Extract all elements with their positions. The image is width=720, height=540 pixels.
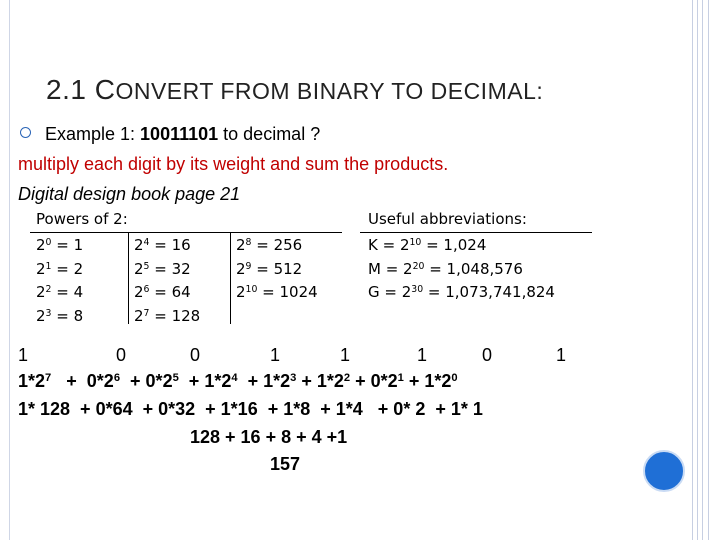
column-divider — [128, 232, 129, 324]
title-initial: 2.1 C — [46, 74, 116, 105]
power-entry: $2^1 = 2$ — [36, 259, 84, 278]
example-bullet — [20, 124, 320, 145]
example-lead: Example 1: — [45, 124, 141, 144]
binary-digit: 1 — [417, 345, 428, 365]
binary-digit: 1 — [340, 345, 351, 365]
power-entry: $2^2 = 4$ — [36, 283, 84, 301]
reference-tables — [30, 208, 590, 324]
powers-column — [236, 234, 318, 305]
powers-column — [36, 234, 83, 328]
partial-sum: 128 + 16 + 8 + 4 +1 — [190, 427, 348, 447]
power-entry: $2^4 = 16$ — [134, 236, 191, 254]
weighted-powers-row: $1*2^7 + 0*2^6 + 0*2^5 + 1*2^4 + 1*2^3 + 1*2^2 + 0*2^1 + 1*2^0$ — [18, 371, 458, 391]
column-divider — [230, 232, 231, 324]
binary-digit: 1 — [556, 345, 567, 365]
example-trail: to decimal ? — [218, 124, 321, 144]
slide-right-rule — [692, 0, 693, 540]
power-entry: $2^0 = 1$ — [36, 236, 84, 254]
power-entry: $2^7 = 128$ — [134, 306, 201, 325]
power-entry: $2^6 = 64$ — [134, 283, 191, 301]
decimal-result: 157 — [270, 454, 301, 474]
slide-right-rule — [702, 0, 703, 540]
abbreviation-entry: $K = 2^{10} = 1,024$ — [368, 236, 487, 254]
slide-left-border — [0, 0, 10, 540]
abbreviations-column — [368, 234, 555, 305]
table-header-rule — [360, 232, 592, 233]
binary-digit: 0 — [116, 345, 127, 365]
binary-digit: 1 — [18, 345, 29, 365]
powers-column — [134, 234, 200, 328]
power-entry: $2^3 = 8$ — [36, 306, 84, 325]
abbreviation-entry: $M = 2^{20} = 1,048,576$ — [368, 259, 523, 278]
binary-digit: 0 — [190, 345, 201, 365]
instruction-text: multiply each digit by its weight and sum the products. — [18, 154, 449, 174]
power-entry: $2^9 = 512$ — [236, 259, 303, 278]
example-binary: 10011101 — [140, 124, 219, 144]
power-entry: $2^8 = 256$ — [236, 236, 303, 254]
binary-digit: 0 — [482, 345, 493, 365]
abbreviations-header: Useful abbreviations: — [368, 210, 527, 228]
decorative-circle — [643, 450, 685, 492]
slide-right-rule — [697, 0, 698, 540]
power-entry: $2^{10} = 1024$ — [236, 283, 318, 301]
weighted-values-row: 1* 128 + 0*64 + 0*32 + 1*16 + 1*8 + 1*4 + 0* 2 + 1* 1 — [18, 399, 483, 419]
circle-bullet-icon — [20, 127, 31, 138]
title-rest: ONVERT FROM BINARY TO DECIMAL: — [115, 78, 544, 104]
slide-right-rule — [708, 0, 709, 540]
abbreviation-entry: $G = 2^{30} = 1,073,741,824$ — [368, 283, 555, 301]
table-header-rule — [30, 232, 342, 233]
binary-digit: 1 — [270, 345, 281, 365]
slide-title — [46, 74, 543, 106]
powers-table-header: Powers of 2: — [36, 210, 128, 228]
reference-text: Digital design book page 21 — [18, 184, 241, 204]
power-entry: $2^5 = 32$ — [134, 259, 191, 278]
